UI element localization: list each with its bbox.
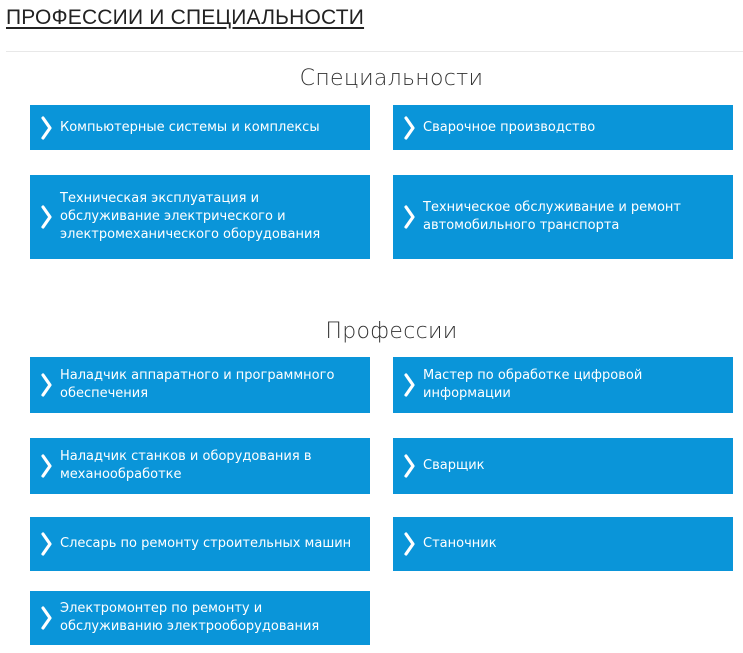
tile-label: Техническое обслуживание и ремонт автомобильного транспорта	[423, 200, 681, 233]
specialty-tile[interactable]	[393, 105, 733, 150]
chevron-right-icon	[40, 204, 54, 230]
chevron-right-icon	[40, 453, 54, 479]
professions-heading: Профессии	[325, 319, 458, 344]
chevron-right-icon	[40, 115, 54, 141]
tile-label: Станочник	[423, 536, 497, 551]
chevron-right-icon	[403, 531, 417, 557]
profession-tile[interactable]	[30, 591, 370, 645]
chevron-right-icon	[40, 372, 54, 398]
chevron-right-icon	[403, 204, 417, 230]
tile-label: Компьютерные системы и комплексы	[60, 119, 320, 135]
profession-tile[interactable]	[393, 357, 733, 413]
tile-label: Наладчик аппаратного и программного обеспечения	[60, 368, 335, 401]
chevron-right-icon	[40, 531, 54, 557]
chevron-right-icon	[403, 115, 417, 141]
tile-label: Техническая эксплуатация и обслуживание электрического и электромеханического оборудования	[60, 191, 321, 242]
tile-label: Наладчик станков и оборудования в механообработке	[60, 449, 312, 482]
specialty-tile[interactable]	[393, 175, 733, 259]
profession-tile[interactable]	[30, 517, 370, 571]
profession-tile[interactable]	[393, 517, 733, 571]
tile-label: Электромонтер по ремонту и обслуживанию электрооборудования	[60, 601, 320, 634]
chevron-right-icon	[403, 453, 417, 479]
specialties-heading: Специальности	[299, 66, 484, 91]
tile-label: Сварщик	[423, 458, 485, 473]
chevron-right-icon	[40, 605, 54, 631]
tile-label: Сварочное производство	[423, 119, 596, 135]
profession-tile[interactable]	[393, 438, 733, 494]
profession-tile[interactable]	[30, 438, 370, 494]
tile-label: Слесарь по ремонту строительных машин	[60, 536, 352, 551]
page-title: ПРОФЕССИИ И СПЕЦИАЛЬНОСТИ	[6, 6, 365, 29]
specialty-tile[interactable]	[30, 175, 370, 259]
tile-label: Мастер по обработке цифровой информации	[423, 368, 643, 401]
profession-tile[interactable]	[30, 357, 370, 413]
title-divider	[6, 51, 743, 52]
specialty-tile[interactable]	[30, 105, 370, 150]
chevron-right-icon	[403, 372, 417, 398]
